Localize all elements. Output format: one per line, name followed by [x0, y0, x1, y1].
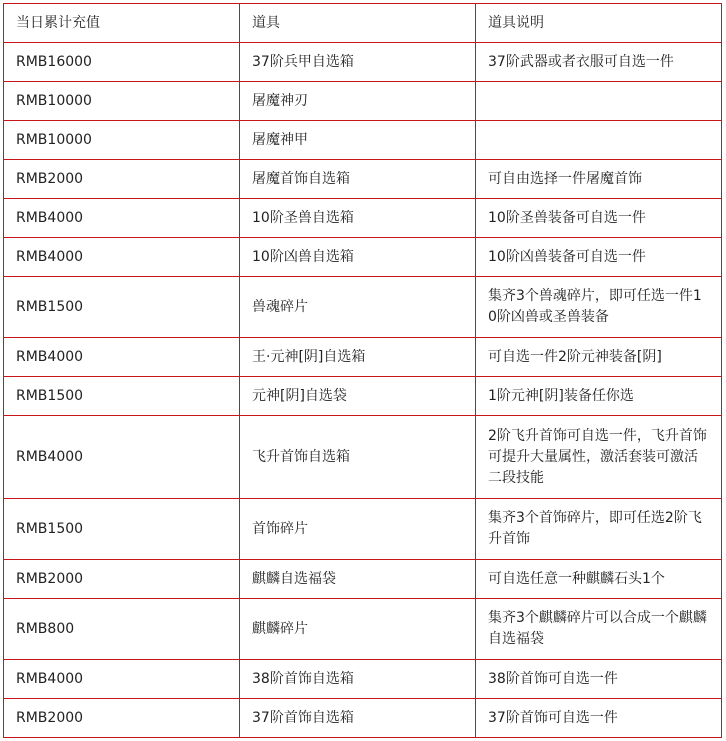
cell-item: 飞升首饰自选箱 [240, 416, 476, 499]
cell-desc: 集齐3个兽魂碎片，即可任选一件10阶凶兽或圣兽装备 [476, 277, 722, 338]
cell-amount: RMB1500 [4, 499, 240, 560]
cell-item: 屠魔首饰自选箱 [240, 160, 476, 199]
cell-desc: 10阶圣兽装备可自选一件 [476, 199, 722, 238]
cell-desc: 集齐3个麒麟碎片可以合成一个麒麟自选福袋 [476, 599, 722, 660]
cell-desc: 可自选任意一种麒麟石头1个 [476, 560, 722, 599]
cell-desc: 37阶武器或者衣服可自选一件 [476, 43, 722, 82]
cell-item: 兽魂碎片 [240, 277, 476, 338]
cell-amount: RMB800 [4, 599, 240, 660]
cell-amount: RMB4000 [4, 238, 240, 277]
table-row [4, 699, 722, 738]
table-row [4, 416, 722, 499]
table-row [4, 43, 722, 82]
cell-item: 麒麟自选福袋 [240, 560, 476, 599]
cell-item: 38阶首饰自选箱 [240, 660, 476, 699]
cell-amount: RMB2000 [4, 560, 240, 599]
table-row [4, 660, 722, 699]
cell-amount: RMB10000 [4, 121, 240, 160]
cell-desc [476, 121, 722, 160]
cell-amount: RMB4000 [4, 416, 240, 499]
table-row [4, 82, 722, 121]
cell-desc: 37阶首饰可自选一件 [476, 699, 722, 738]
cell-amount: RMB1500 [4, 277, 240, 338]
cell-amount: RMB1500 [4, 377, 240, 416]
cell-desc: 集齐3个首饰碎片，即可任选2阶飞升首饰 [476, 499, 722, 560]
table-row [4, 377, 722, 416]
table-row [4, 238, 722, 277]
cell-amount: RMB2000 [4, 160, 240, 199]
cell-amount: RMB2000 [4, 699, 240, 738]
cell-item: 王·元神[阴]自选箱 [240, 338, 476, 377]
cell-amount: RMB16000 [4, 43, 240, 82]
header-cell-item: 道具 [240, 4, 476, 43]
table-row [4, 199, 722, 238]
table-row [4, 499, 722, 560]
table-header-row [4, 4, 722, 43]
table-row [4, 160, 722, 199]
cell-item: 10阶凶兽自选箱 [240, 238, 476, 277]
cell-amount: RMB10000 [4, 82, 240, 121]
cell-desc: 2阶飞升首饰可自选一件，飞升首饰可提升大量属性，激活套装可激活二段技能 [476, 416, 722, 499]
recharge-reward-table [3, 3, 722, 738]
cell-desc: 可自由选择一件屠魔首饰 [476, 160, 722, 199]
cell-item: 10阶圣兽自选箱 [240, 199, 476, 238]
cell-desc: 1阶元神[阴]装备任你选 [476, 377, 722, 416]
cell-amount: RMB4000 [4, 660, 240, 699]
table-row [4, 121, 722, 160]
cell-desc: 10阶凶兽装备可自选一件 [476, 238, 722, 277]
table-row [4, 560, 722, 599]
cell-item: 首饰碎片 [240, 499, 476, 560]
cell-amount: RMB4000 [4, 338, 240, 377]
cell-desc: 38阶首饰可自选一件 [476, 660, 722, 699]
cell-amount: RMB4000 [4, 199, 240, 238]
header-cell-amount: 当日累计充值 [4, 4, 240, 43]
cell-item: 元神[阴]自选袋 [240, 377, 476, 416]
cell-desc: 可自选一件2阶元神装备[阴] [476, 338, 722, 377]
table-row [4, 338, 722, 377]
cell-item: 麒麟碎片 [240, 599, 476, 660]
table-row [4, 277, 722, 338]
cell-item: 屠魔神甲 [240, 121, 476, 160]
table-row [4, 599, 722, 660]
header-cell-desc: 道具说明 [476, 4, 722, 43]
cell-desc [476, 82, 722, 121]
cell-item: 屠魔神刃 [240, 82, 476, 121]
cell-item: 37阶首饰自选箱 [240, 699, 476, 738]
cell-item: 37阶兵甲自选箱 [240, 43, 476, 82]
